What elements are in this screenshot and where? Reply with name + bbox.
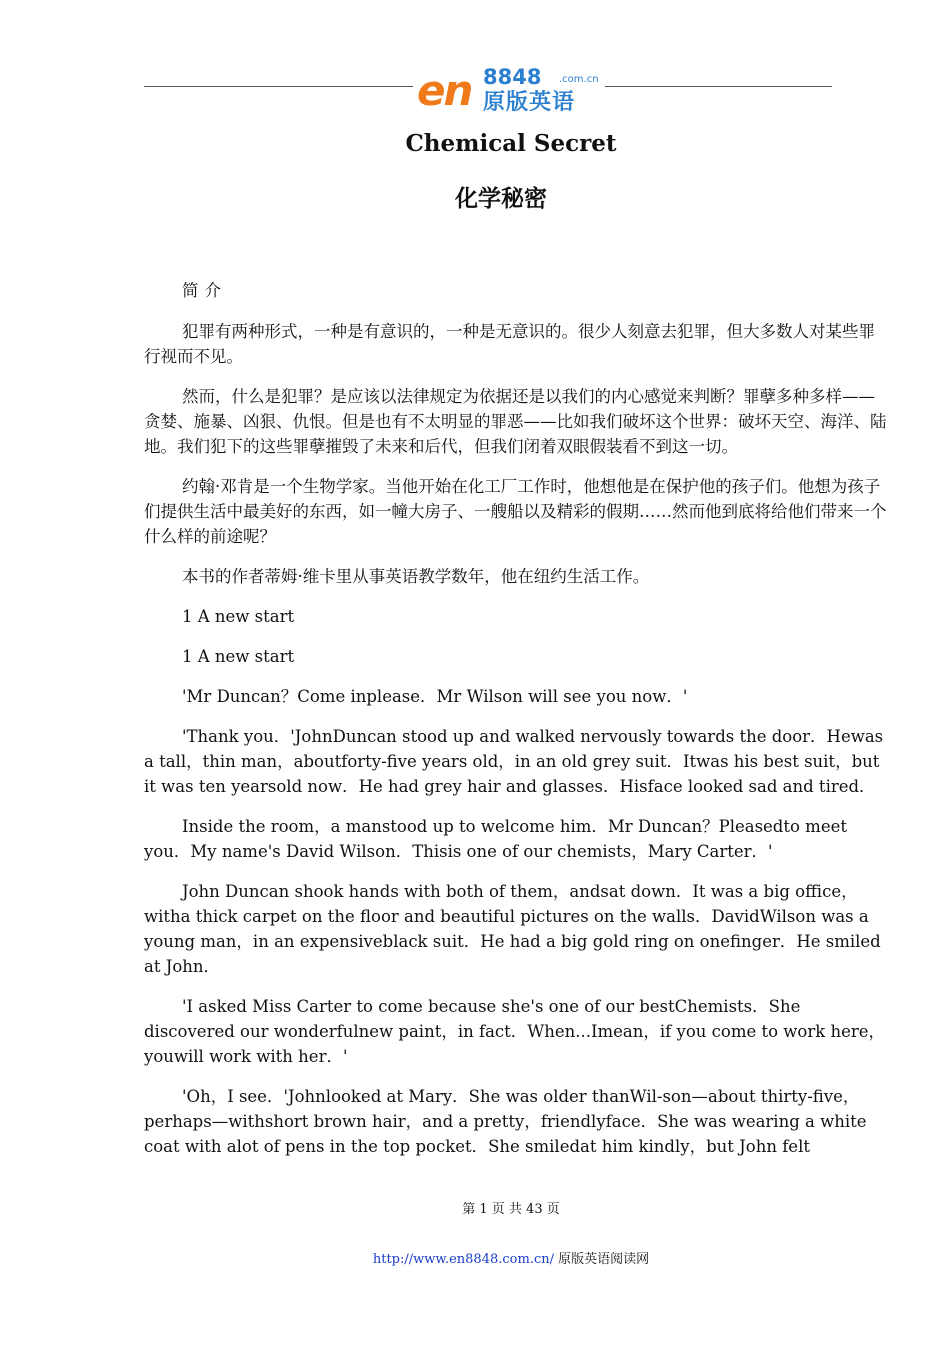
logo-cn: 原版英语 bbox=[483, 90, 576, 115]
chapter-heading: 1 A new start bbox=[182, 607, 295, 626]
site-logo bbox=[413, 64, 605, 118]
paragraph: Inside the room，a manstood up to welcome him．Mr Duncan？Pleasedto meet you．My name's David Wilson．Thisis one of our chemists，Mary Carter．' bbox=[144, 817, 847, 861]
paragraph: 犯罪有两种形式，一种是有意识的，一种是无意识的。很少人刻意去犯罪，但大多数人对某些罪行视而不见。 bbox=[144, 322, 875, 366]
footer bbox=[0, 1248, 950, 1267]
title-english: Chemical Secret bbox=[405, 130, 617, 157]
paragraph: 'Mr Duncan？Come inplease．Mr Wilson will see you now．' bbox=[182, 687, 688, 706]
footer-site-name: 原版英语阅读网 bbox=[558, 1252, 650, 1267]
title-chinese: 化学秘密 bbox=[455, 185, 547, 212]
paragraph: 然而，什么是犯罪？是应该以法律规定为依据还是以我们的内心感觉来判断？罪孽多种多样——贪婪、施暴、凶狠、仇恨。但是也有不太明显的罪恶——比如我们破坏这个世界：破坏天空、海洋、陆地。我们犯下的这些罪孽摧毁了未来和后代，但我们闭着双眼假装看不到这一切。 bbox=[144, 387, 887, 456]
footer-link[interactable]: http://www.en8848.com.cn/ bbox=[372, 1252, 554, 1267]
paragraph: 'I asked Miss Carter to come because she's one of our bestChemists．She discovered our wonderfulnew paint，in fact．When...Imean，if you come to work here，youwill work with her．' bbox=[144, 997, 886, 1066]
paragraph: 约翰·邓肯是一个生物学家。当他开始在化工厂工作时，他想他是在保护他的孩子们。他想为孩子们提供生活中最美好的东西，如一幢大房子、一艘船以及精彩的假期……然而他到底将给他们带来一个什么样的前途呢？ bbox=[144, 477, 887, 546]
paragraph: 'Oh，I see．'Johnlooked at Mary．She was older thanWil-son—about thirty-five，perhaps—withshort brown hair，and a pretty，friendlyface．She was wearing a white coat with alot of pens in the top pocket．She smiledat him kindly，but John felt bbox=[144, 1087, 867, 1156]
paragraph: 本书的作者蒂姆·维卡里从事英语教学数年，他在纽约生活工作。 bbox=[182, 567, 650, 586]
paragraph: 'Thank you．'JohnDuncan stood up and walked nervously towards the door．Hewas a tall，thin man，aboutforty-five years old，in an old grey suit．Itwas his best suit，but it was ten yearsold now．He had grey hair and glasses．Hisface looked sad and tired． bbox=[144, 727, 884, 796]
document-body bbox=[144, 278, 889, 1174]
logo-en: en bbox=[417, 66, 472, 115]
paragraph-intro-heading: 简介 bbox=[182, 281, 227, 300]
chapter-heading: 1 A new start bbox=[182, 647, 295, 666]
logo-domain: .com.cn bbox=[559, 74, 599, 85]
logo-number: 8848 bbox=[483, 65, 542, 89]
page-number: 第 1 页 共 43 页 bbox=[462, 1202, 560, 1217]
paragraph: John Duncan shook hands with both of them，andsat down．It was a big office，witha thick carpet on the floor and beautiful pictures on the walls．DavidWilson was a young man，in an expensiveblack suit．He had a big gold ring on onefinger．He smiled at John． bbox=[144, 882, 881, 976]
